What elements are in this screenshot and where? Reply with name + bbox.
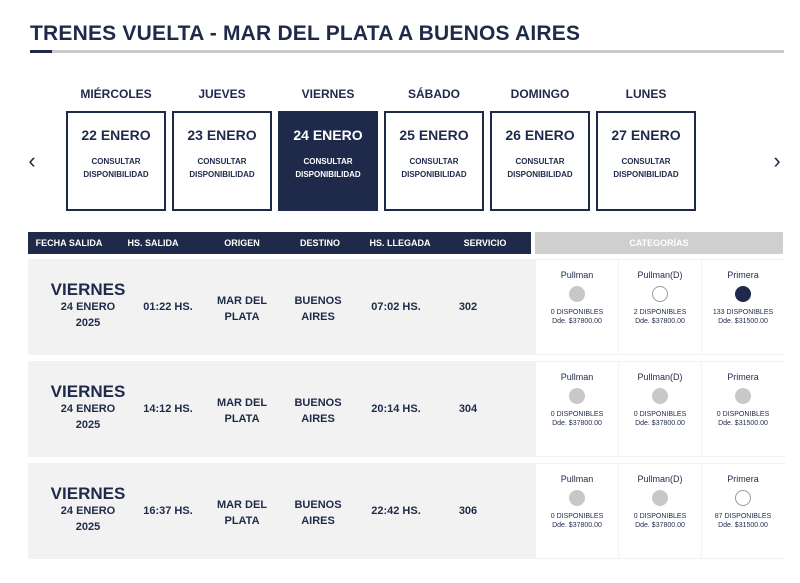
category-pullman[interactable] [536,362,618,456]
category-name: Primera [727,270,759,280]
table-row [28,259,785,355]
day-date-label: 23 ENERO [187,127,257,143]
category-name: Primera [727,474,759,484]
day-weekday-label: DOMINGO [510,87,570,101]
origin: MAR DEL PLATA [216,295,268,323]
availability-count: 0 DISPONIBLES [633,411,687,418]
category-radio-icon[interactable] [652,490,668,506]
price-label: Dde. $31500.00 [718,522,768,529]
category-pullman[interactable] [536,260,618,354]
day-card-22-enero[interactable] [66,111,166,211]
availability-count: 0 DISPONIBLES [550,513,604,520]
consult-availability-label: CONSULTAR DISPONIBILIDAD [613,157,679,179]
destination: BUENOS AIRES [294,499,342,527]
category-radio-icon[interactable] [735,490,751,506]
category-primera[interactable] [702,362,784,456]
service-number: 304 [458,403,478,415]
origin: MAR DEL PLATA [216,397,268,425]
category-radio-icon[interactable] [735,388,751,404]
category-radio-icon[interactable] [652,286,668,302]
day-date-label: 26 ENERO [505,127,575,143]
day-card-26-enero[interactable] [490,111,590,211]
consult-availability-label: CONSULTAR DISPONIBILIDAD [83,157,149,179]
prev-week-arrow-icon[interactable]: ‹ [28,148,36,173]
header-fecha-salida: FECHA SALIDA [35,238,103,248]
availability-count: 0 DISPONIBLES [550,309,604,316]
day-card-25-enero[interactable] [384,111,484,211]
category-name: Pullman [560,474,594,484]
header-hs-salida: HS. SALIDA [127,238,179,248]
origin: MAR DEL PLATA [216,499,268,527]
day-weekday-label: MIÉRCOLES [80,87,152,101]
category-name: Pullman [560,270,594,280]
page-title: TRENES VUELTA - MAR DEL PLATA A BUENOS AIRES [30,22,581,45]
category-radio-icon[interactable] [569,286,585,302]
day-weekday-label: JUEVES [198,87,246,101]
table-row [28,463,785,559]
price-label: Dde. $31500.00 [718,318,768,325]
category-radio-icon[interactable] [569,490,585,506]
arrival-time: 07:02 HS. [371,301,421,313]
service-number: 306 [458,505,478,517]
price-label: Dde. $37800.00 [552,420,602,427]
table-row [28,361,785,457]
departure-date: VIERNES 24 ENERO 2025 [50,484,126,533]
category-pullman-d[interactable] [619,464,701,558]
price-label: Dde. $37800.00 [552,318,602,325]
table-header [28,232,531,254]
category-radio-icon[interactable] [569,388,585,404]
availability-count: 0 DISPONIBLES [550,411,604,418]
day-card-23-enero[interactable] [172,111,272,211]
destination: BUENOS AIRES [294,295,342,323]
availability-count: 0 DISPONIBLES [716,411,770,418]
day-date-label: 25 ENERO [399,127,469,143]
category-primera[interactable] [702,464,784,558]
category-options [536,362,785,456]
departure-time: 01:22 HS. [143,301,193,313]
arrival-time: 22:42 HS. [371,505,421,517]
departure-date: VIERNES 24 ENERO 2025 [50,280,126,329]
category-pullman[interactable] [536,464,618,558]
next-week-arrow-icon[interactable]: › [773,148,781,173]
header-destino: DESTINO [299,238,340,248]
category-name: Pullman(D) [637,474,683,484]
availability-count: 87 DISPONIBLES [714,513,772,520]
day-date-label: 24 ENERO [293,127,363,143]
header-servicio: SERVICIO [463,238,507,248]
category-options [536,260,785,354]
availability-count: 133 DISPONIBLES [712,309,774,316]
header-categorias: CATEGORÍAS [535,232,783,254]
day-weekday-label: LUNES [625,87,667,101]
day-date-label: 22 ENERO [81,127,151,143]
consult-availability-label: CONSULTAR DISPONIBILIDAD [507,157,573,179]
consult-availability-label: CONSULTAR DISPONIBILIDAD [295,157,361,179]
day-weekday-label: VIERNES [301,87,355,101]
departure-date: VIERNES 24 ENERO 2025 [50,382,126,431]
day-card-24-enero[interactable] [278,111,378,211]
category-radio-icon[interactable] [652,388,668,404]
category-name: Pullman(D) [637,270,683,280]
arrival-time: 20:14 HS. [371,403,421,415]
availability-count: 0 DISPONIBLES [633,513,687,520]
price-label: Dde. $37800.00 [635,522,685,529]
category-pullman-d[interactable] [619,362,701,456]
price-label: Dde. $31500.00 [718,420,768,427]
departure-time: 14:12 HS. [143,403,193,415]
title-underline-accent [30,50,52,53]
consult-availability-label: CONSULTAR DISPONIBILIDAD [401,157,467,179]
category-name: Pullman(D) [637,372,683,382]
price-label: Dde. $37800.00 [635,420,685,427]
departure-time: 16:37 HS. [143,505,193,517]
price-label: Dde. $37800.00 [552,522,602,529]
header-hs-llegada: HS. LLEGADA [369,238,431,248]
price-label: Dde. $37800.00 [635,318,685,325]
category-options [536,464,785,558]
consult-availability-label: CONSULTAR DISPONIBILIDAD [189,157,255,179]
title-underline [30,50,784,53]
header-origen: ORIGEN [224,238,260,248]
category-pullman-d[interactable] [619,260,701,354]
availability-count: 2 DISPONIBLES [633,309,687,316]
day-card-27-enero[interactable] [596,111,696,211]
service-number: 302 [458,301,478,313]
category-radio-icon[interactable] [735,286,751,302]
day-weekday-label: SÁBADO [407,87,460,101]
category-primera[interactable] [702,260,784,354]
category-name: Pullman [560,372,594,382]
destination: BUENOS AIRES [294,397,342,425]
day-date-label: 27 ENERO [611,127,681,143]
category-name: Primera [727,372,759,382]
